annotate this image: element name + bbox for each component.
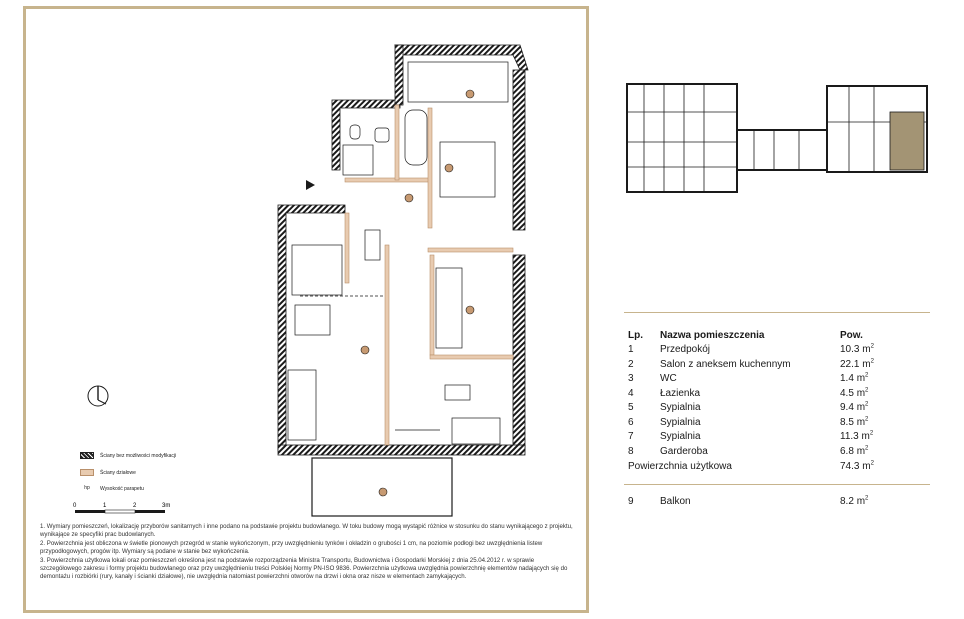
table-top-divider xyxy=(624,312,930,313)
entrance-arrow-icon xyxy=(306,180,315,190)
note-1: 1. Wymiary pomieszczeń, lokalizację przyborów sanitarnych i inne podano na podstawie projektu budowlanego. W toku budowy mogą wystąpić różnice w stosunku do stanu wynikającego z projektu, wynikające ze specyfiki prac budowlanych. xyxy=(40,523,573,538)
room-markers xyxy=(361,90,474,496)
toilet-wc xyxy=(365,230,380,260)
table-bottom-divider xyxy=(624,484,930,485)
bed-small xyxy=(452,418,500,444)
total-area: 74.3 xyxy=(840,461,860,472)
sofa xyxy=(288,370,316,440)
scale-bar xyxy=(72,500,192,522)
scale-label: 0 xyxy=(73,503,77,509)
legend-label: Ściany bez możliwości modyfikacji xyxy=(100,452,177,459)
table-row: 3 WC 1.4 $m^2$ xyxy=(628,372,869,384)
toilet-bath xyxy=(350,125,360,139)
table-row: 5 Sypialnia 9.4 $m^2$ xyxy=(628,401,869,413)
bed-medium xyxy=(436,268,462,348)
shower xyxy=(343,145,373,175)
wall-right-upper xyxy=(513,70,525,230)
partition-walls xyxy=(345,105,513,445)
table-row: 7 Sypialnia 11.3 $m^2$ xyxy=(628,430,874,442)
key-plan xyxy=(624,82,934,197)
total-label: Powierzchnia użytkowa xyxy=(628,461,732,472)
legend-row-unmodifiable xyxy=(80,452,176,459)
partition-swatch xyxy=(80,469,94,476)
wall-right-lower xyxy=(513,255,525,450)
notes xyxy=(40,523,575,582)
table-row: 1 Przedpokój 10.3 $m^2$ xyxy=(628,343,874,355)
wall-upper-left xyxy=(395,45,403,105)
legend-row-partition xyxy=(80,469,136,476)
table-row: 6 Sypialnia 8.5 $m^2$ xyxy=(628,416,869,428)
washbasin xyxy=(375,128,389,142)
legend-label: Wysokość parapetu xyxy=(100,485,144,492)
scale-label: 2 xyxy=(133,503,137,509)
scale-label: 1 xyxy=(103,503,107,509)
apartment-highlight xyxy=(890,112,924,170)
bathtub xyxy=(405,110,427,165)
header-area: Pow. xyxy=(840,330,863,341)
wardrobe-top xyxy=(408,62,508,102)
hatch-swatch xyxy=(80,452,94,459)
table-row-balcony: 9 Balkon 8.2 $m^2$ xyxy=(628,495,869,507)
total-row: Powierzchnia użytkowa 74.3 $m^2$ xyxy=(628,460,874,472)
wall-bath-top xyxy=(332,100,400,170)
kitchen-counter xyxy=(292,245,342,295)
dining-table xyxy=(295,305,330,335)
header-name: Nazwa pomieszczenia xyxy=(660,330,765,341)
legend-label: Ściany działowe xyxy=(100,469,136,476)
legend-row-sill xyxy=(80,485,144,492)
desk xyxy=(445,385,470,400)
scale-label: 3m xyxy=(162,503,171,509)
sill-symbol: hp xyxy=(84,485,90,491)
table-row: 2 Salon z aneksem kuchennym 22.1 $m^2$ xyxy=(628,358,874,370)
note-2: 2. Powierzchnia jest obliczona w świetle pionowych przegród w stanie wykończonym, przy uwzględnieniu tynków i okładzin o grubości 1 cm, na poziomie podłogi bez uwzględnienia listew przypodłogowych, progów itp. Wymiary są podane w stanie bez wykończenia. xyxy=(40,540,543,555)
balcony xyxy=(312,458,452,516)
compass-icon xyxy=(88,386,108,406)
table-row: 4 Łazienka 4.5 $m^2$ xyxy=(628,387,869,399)
table-row: 8 Garderoba 6.8 $m^2$ xyxy=(628,445,869,457)
header-lp: Lp. xyxy=(628,330,643,341)
note-3: 3. Powierzchnia użytkowa lokali oraz pomieszczeń określona jest na podstawie rozporządzenia Ministra Transportu, Budownictwa i Gospodarki Morskiej z dnia 25.04.2012 r. w sprawie szczegółowego zakresu i formy projektu budowlanego oraz przy uwzględnieniu treści Polskiej Normy PN-ISO 9836. Powierzchnia użytkowa uwzględnia powierzchnię elementów nadających się do demontażu i rozbiórki (rury, kanały i ścianki działowe), nie uwzględnia natomiast powierzchni otworów na drzwi i okna oraz nisze w elementach zamykających. xyxy=(40,557,568,580)
wall-bottom xyxy=(278,445,525,455)
